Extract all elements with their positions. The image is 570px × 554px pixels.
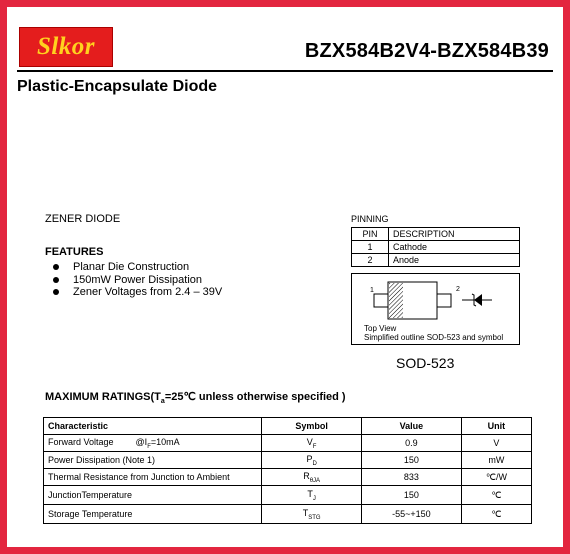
symbol-cell: $P_D$ xyxy=(262,452,362,469)
device-type-label: ZENER DIODE xyxy=(45,213,121,225)
features-heading: FEATURES xyxy=(45,246,104,258)
pin-column-header: PIN xyxy=(352,228,389,241)
value-cell: 0.9 xyxy=(361,435,461,452)
outline-caption: Simplified outline SOD-523 and symbol xyxy=(364,333,504,342)
symbol-cell: $T_J$ xyxy=(262,486,362,505)
table-row xyxy=(44,486,532,505)
part-number-title: BZX584B2V4-BZX584B39 xyxy=(304,40,549,62)
symbol-column-header: Symbol xyxy=(262,418,362,435)
max-ratings-heading: MAXIMUM $RATINGS(T_a=25℃$ unless otherwise specified ) xyxy=(45,391,346,406)
value-cell: 150 xyxy=(361,452,461,469)
pin-number: 2 xyxy=(352,254,389,267)
symbol-cell: $T_{STG}$ xyxy=(262,505,362,524)
unit-cell: ℃/W xyxy=(461,469,531,486)
description-column-header: DESCRIPTION xyxy=(389,228,520,241)
symbol-cell: $R_{\theta JA}$ xyxy=(262,469,362,486)
features-list xyxy=(45,261,222,299)
header-divider xyxy=(17,70,553,72)
brand-logo-text: Slkor xyxy=(36,33,96,60)
characteristic-cell: Thermal Resistance from Junction to Ambient xyxy=(44,469,262,486)
characteristic-cell: JunctionTemperature xyxy=(44,486,262,505)
pin-description: Cathode xyxy=(389,241,520,254)
characteristic-cell: Storage Temperature xyxy=(44,505,262,524)
max-ratings-table xyxy=(43,417,532,524)
top-view-caption: Top View xyxy=(364,324,397,333)
unit-cell: ℃ xyxy=(461,486,531,505)
symbol-cell: $V_F$ xyxy=(262,435,362,452)
table-row xyxy=(44,435,532,452)
package-outline-box xyxy=(351,273,520,345)
lead-left xyxy=(374,294,388,307)
pin-description: Anode xyxy=(389,254,520,267)
pinning-table xyxy=(351,227,520,267)
pin1-label: 1 xyxy=(370,287,374,294)
document-subtitle: Plastic-Encapsulate Diode xyxy=(17,78,218,95)
diode-symbol-icon xyxy=(474,294,482,306)
value-cell: 833 xyxy=(361,469,461,486)
ratings-header-row xyxy=(44,418,532,435)
characteristic-cell: Forward Voltage $@I_F=10mA$ xyxy=(44,435,262,452)
table-row xyxy=(44,505,532,524)
pinning-header-row xyxy=(352,228,520,241)
feature-item: Planar Die Construction xyxy=(45,261,222,274)
table-row xyxy=(44,452,532,469)
unit-column-header: Unit xyxy=(461,418,531,435)
pinning-heading: PINNING xyxy=(351,214,389,224)
value-cell: 150 xyxy=(361,486,461,505)
lead-right xyxy=(437,294,451,307)
characteristic-cell: Power Dissipation (Note 1) xyxy=(44,452,262,469)
table-row xyxy=(44,469,532,486)
unit-cell: ℃ xyxy=(461,505,531,524)
table-row xyxy=(352,254,520,267)
brand-logo xyxy=(19,27,113,67)
package-name: SOD-523 xyxy=(396,355,455,371)
feature-item: Zener Voltages from 2.4 – 39V xyxy=(45,286,222,299)
value-column-header: Value xyxy=(361,418,461,435)
package-outline-diagram xyxy=(352,274,519,322)
unit-cell: mW xyxy=(461,452,531,469)
pin-number: 1 xyxy=(352,241,389,254)
unit-cell: V xyxy=(461,435,531,452)
value-cell: -55~+150 xyxy=(361,505,461,524)
cathode-band xyxy=(389,283,403,318)
pin2-label: 2 xyxy=(456,286,460,293)
feature-item: 150mW Power Dissipation xyxy=(45,274,222,287)
characteristic-column-header: Characteristic xyxy=(44,418,262,435)
table-row xyxy=(352,241,520,254)
